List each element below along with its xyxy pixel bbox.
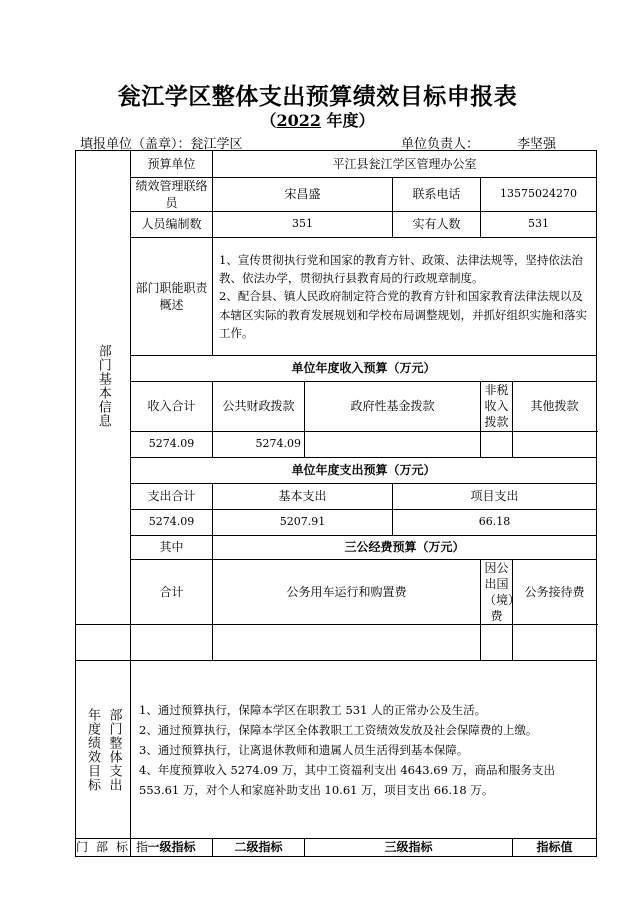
actual-staff-value: 531 xyxy=(481,212,597,238)
three-val xyxy=(213,625,481,661)
goal-item: 4、年度预算收入 5274.09 万，其中工资福利支出 4643.69 万，商品和服务支出 553.61 万，对个人和家庭补助支出 10.61 万，项目支出 66.18 万。 xyxy=(139,762,556,797)
income-col: 其他拨款 xyxy=(513,382,597,432)
year-value: 2022 xyxy=(276,111,321,130)
income-val xyxy=(513,431,597,457)
duty-label: 部门职能职责概述 xyxy=(131,238,213,356)
liaison-name: 宋昌盛 xyxy=(213,178,393,212)
indicator-col: 二级指标 xyxy=(213,839,305,856)
expense-val: 66.18 xyxy=(393,509,597,535)
income-val: 5274.09 xyxy=(131,431,213,457)
goal-item: 1、通过预算执行，保障本学区在职教工 531 人的正常办公及生活。 xyxy=(139,702,487,717)
indicator-col: 一级指标 xyxy=(131,839,213,856)
duty-item: 2、配合县、镇人民政府制定符合党的教育方针和国家教育法律法规以及本辖区实际的教育发展规划和学校布局调整规划，并抓好组织实施和落实工作。 xyxy=(219,289,587,341)
budget-unit-label: 预算单位 xyxy=(131,151,213,178)
staff-quota-value: 351 xyxy=(213,212,393,238)
responsible-name: 李坚强 xyxy=(517,137,557,152)
phone-label: 联系电话 xyxy=(393,178,481,212)
three-val xyxy=(513,625,597,661)
expense-val: 5207.91 xyxy=(213,509,393,535)
responsible-label: 单位负责人： xyxy=(401,137,480,152)
section-goal-a: 部门整体支出 xyxy=(106,707,122,792)
expense-col: 支出合计 xyxy=(131,483,213,509)
three-col: 合计 xyxy=(131,559,213,625)
liaison-label: 绩效管理联络员 xyxy=(131,178,213,212)
income-col: 收入合计 xyxy=(131,382,213,432)
budget-table xyxy=(75,150,597,857)
income-col: 政府性基金拨款 xyxy=(305,382,481,432)
expense-col: 基本支出 xyxy=(213,483,393,509)
section-basic-cell xyxy=(76,151,131,625)
section-basic-tail xyxy=(76,625,131,661)
goal-text xyxy=(131,661,597,839)
among-label: 其中 xyxy=(131,535,213,559)
goal-item: 2、通过预算执行，保障本学区全体教职工工资绩效发放及社会保障费的上缴。 xyxy=(139,722,538,737)
duty-item: 1、宣传贯彻执行党和国家的教育方针、政策、法律法规等，坚持依法治教、依法办学，贯彻执行县教育局的行政规章制度。 xyxy=(219,252,583,285)
income-col: 公共财政拨款 xyxy=(213,382,305,432)
indicator-col: 指标值 xyxy=(513,839,597,856)
three-col: 公务用车运行和购置费 xyxy=(213,559,481,625)
expense-col: 项目支出 xyxy=(393,483,597,509)
staff-quota-label: 人员编制数 xyxy=(131,212,213,238)
expense-val: 5274.09 xyxy=(131,509,213,535)
three-header: 三公经费预算（万元） xyxy=(213,535,597,559)
indicator-side-label: 门部标指 xyxy=(76,840,157,855)
year-prefix: （ xyxy=(260,111,277,130)
income-col: 非税收入拨款 xyxy=(481,382,513,432)
duty-text xyxy=(213,238,597,356)
income-val xyxy=(481,431,513,457)
budget-unit-value: 平江县瓮江学区管理办公室 xyxy=(213,151,597,178)
income-header: 单位年度收入预算（万元） xyxy=(131,356,597,382)
income-val: 5274.09 xyxy=(213,431,305,457)
phone-value: 13575024270 xyxy=(481,178,597,212)
filler-label: 填报单位（盖章）：瓮江学区 xyxy=(80,137,243,152)
section-goal-cell xyxy=(76,661,131,839)
three-col: 公务接待费 xyxy=(513,559,597,625)
expense-header: 单位年度支出预算（万元） xyxy=(131,457,597,483)
section-basic-label: 部门基本信息 xyxy=(95,343,111,428)
three-val xyxy=(131,625,213,661)
section-goal-b: 年度绩效目标 xyxy=(85,707,100,792)
three-val xyxy=(481,625,513,661)
page-title: 瓮江学区整体支出预算绩效目标申报表 xyxy=(117,84,518,110)
income-val xyxy=(305,431,481,457)
goal-item: 3、通过预算执行，让离退休教师和遗属人员生活得到基本保障。 xyxy=(139,742,469,757)
year-suffix: 年度） xyxy=(320,111,375,130)
year-line xyxy=(0,108,635,131)
three-col: 因公出国（境）费 xyxy=(481,559,513,625)
actual-staff-label: 实有人数 xyxy=(393,212,481,238)
indicator-col: 三级指标 xyxy=(305,839,513,856)
